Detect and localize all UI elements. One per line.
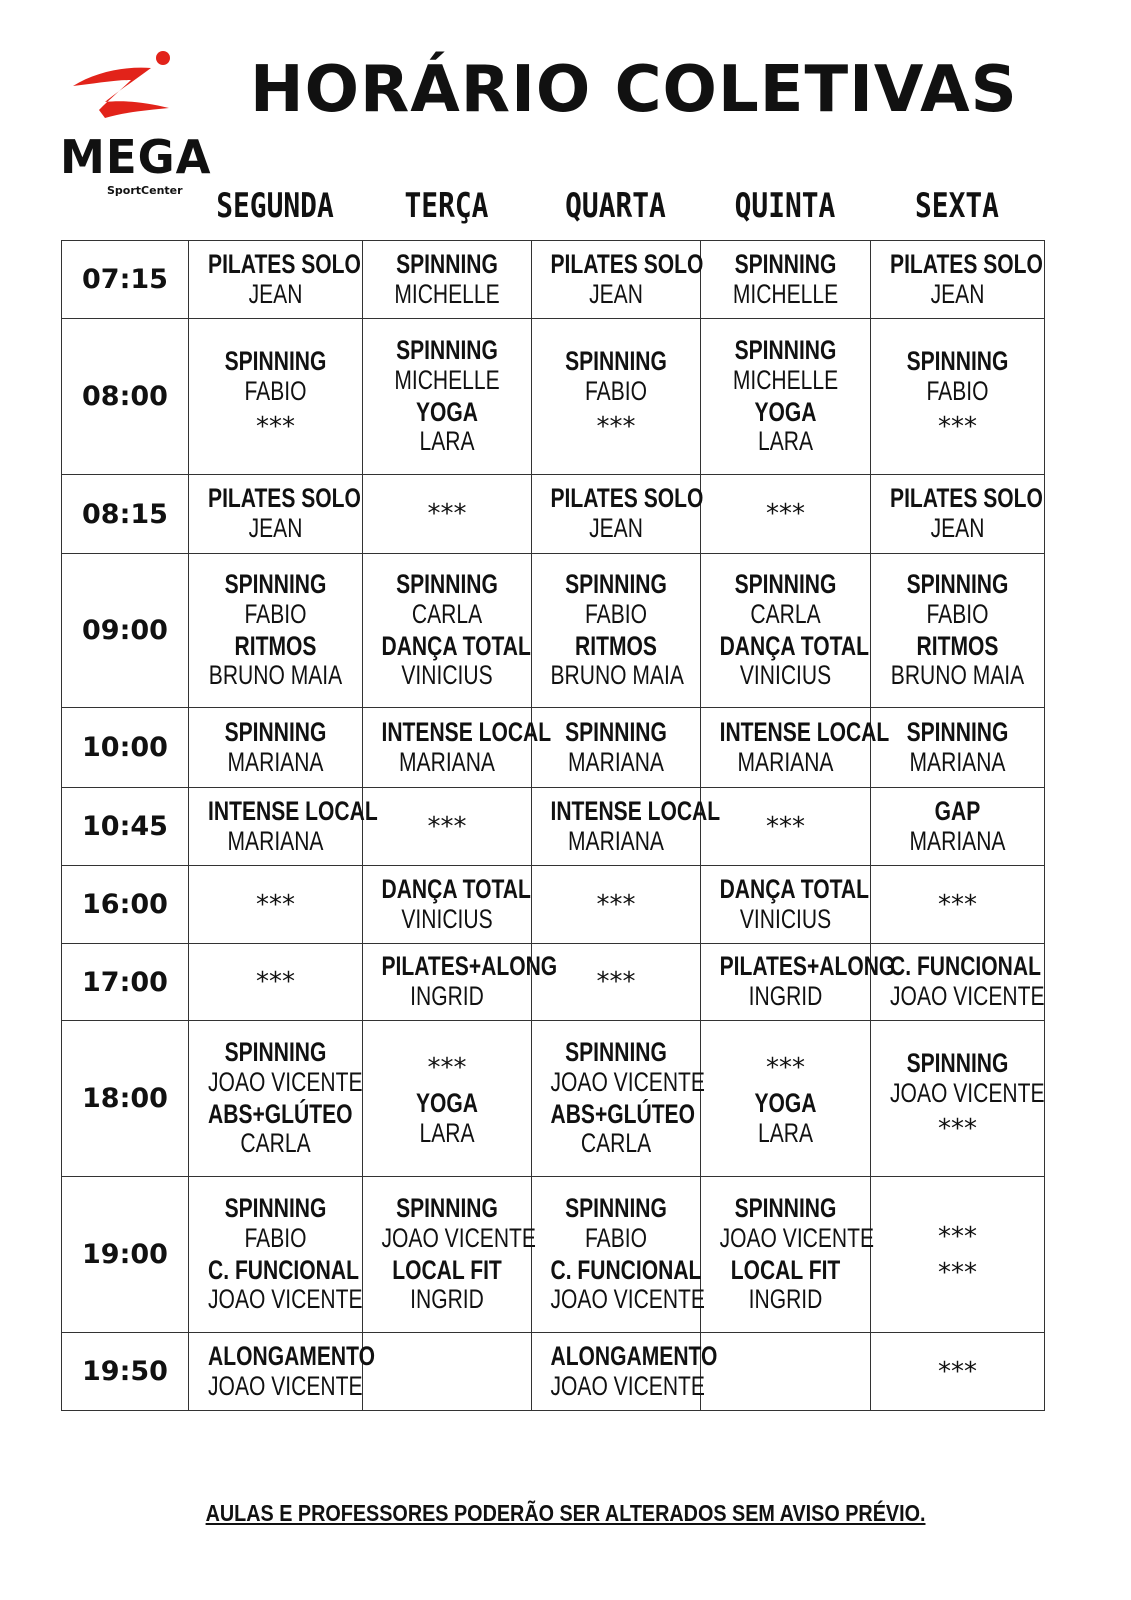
schedule-cell: [363, 319, 532, 475]
class-entry: [871, 1049, 1044, 1108]
class-name: ABS+GLÚTEO: [550, 1098, 695, 1129]
schedule-cell: [532, 319, 701, 475]
schedule-cell: [363, 554, 532, 708]
class-name: SPINNING: [396, 569, 498, 600]
class-name: SPINNING: [224, 1193, 327, 1224]
teacher-name: JEAN: [930, 513, 985, 543]
schedule-cell: [189, 554, 363, 708]
schedule-cell: [532, 788, 721, 866]
teacher-name: JOAO VICENTE: [550, 1284, 705, 1315]
schedule-cell: [871, 866, 1045, 944]
empty-slot: ***: [938, 1221, 977, 1252]
time-slot: 07:15: [62, 241, 189, 319]
time-slot: 10:00: [62, 708, 189, 788]
teacher-name: MARIANA: [227, 746, 324, 777]
teacher-name: FABIO: [584, 1222, 648, 1253]
class-entry: [363, 398, 531, 457]
class-name: SPINNING: [734, 335, 837, 366]
schedule-row: [62, 1021, 1045, 1177]
class-name: SPINNING: [396, 335, 498, 366]
teacher-name: BRUNO MAIA: [208, 660, 343, 691]
class-entry: [189, 570, 362, 629]
class-name: SPINNING: [396, 1193, 498, 1224]
teacher-name: VINICIUS: [739, 903, 832, 934]
class-entry: [701, 1089, 870, 1148]
schedule-cell: [532, 241, 704, 319]
schedule-cell: [871, 475, 1045, 554]
schedule-cell: [871, 319, 1045, 475]
schedule-cell: [363, 1177, 536, 1333]
class-entry: [701, 570, 870, 629]
day-header-quinta: QUINTA: [734, 186, 836, 226]
class-entry: [363, 1193, 536, 1253]
class-entry: [871, 250, 1044, 309]
schedule-cell: [363, 241, 532, 319]
class-entry: [363, 336, 531, 395]
class-entry: [871, 952, 1044, 1011]
class-name: LOCAL FIT: [730, 1254, 841, 1285]
day-header-segunda: SEGUNDA: [216, 186, 334, 226]
class-entry: [532, 1340, 718, 1401]
schedule-row: [62, 1333, 1045, 1411]
class-name: PILATES SOLO: [890, 248, 1043, 279]
empty-slot: ***: [938, 1114, 977, 1145]
schedule-cell: [701, 1333, 871, 1411]
class-name: C. FUNCIONAL: [890, 951, 1041, 982]
teacher-name: VINICIUS: [401, 903, 493, 934]
class-entry: [189, 347, 362, 406]
schedule-cell: [189, 319, 363, 475]
class-entry: [701, 951, 896, 1011]
class-name: SPINNING: [224, 345, 327, 376]
class-entry: [871, 797, 1044, 856]
teacher-name: BRUNO MAIA: [550, 660, 684, 691]
runner-logo-icon: [65, 48, 185, 128]
teacher-name: MARIANA: [909, 746, 1006, 777]
schedule-cell: [701, 788, 871, 866]
class-name: SPINNING: [906, 1047, 1009, 1078]
teacher-name: CARLA: [240, 1128, 311, 1159]
teacher-name: LARA: [419, 426, 475, 457]
class-name: C. FUNCIONAL: [550, 1254, 702, 1285]
teacher-name: MARIANA: [568, 746, 664, 777]
time-slot: 09:00: [62, 554, 189, 708]
teacher-name: JEAN: [248, 278, 303, 309]
class-name: SPINNING: [224, 716, 327, 747]
class-name: INTENSE LOCAL: [550, 795, 721, 826]
class-entry: [363, 875, 531, 934]
teacher-name: MICHELLE: [732, 364, 839, 395]
empty-slot: ***: [256, 967, 295, 997]
time-slot: 08:15: [62, 475, 189, 554]
class-name: ABS+GLÚTEO: [208, 1098, 353, 1129]
teacher-name: VINICIUS: [401, 660, 493, 691]
class-entry: [701, 398, 870, 457]
schedule-cell: [701, 708, 890, 788]
class-name: YOGA: [754, 1087, 817, 1118]
teacher-name: CARLA: [750, 598, 821, 629]
class-entry: [532, 718, 700, 777]
class-entry: [871, 570, 1044, 629]
teacher-name: INGRID: [748, 1284, 823, 1315]
teacher-name: CARLA: [411, 598, 483, 629]
day-header-quarta: QUARTA: [565, 186, 666, 226]
class-name: GAP: [934, 795, 981, 826]
class-name: DANÇA TOTAL: [381, 630, 531, 661]
class-entry: [363, 1089, 531, 1148]
empty-slot: ***: [766, 1052, 805, 1083]
empty-slot: ***: [596, 967, 636, 997]
teacher-name: JOAO VICENTE: [890, 1077, 1045, 1108]
schedule-row: [62, 554, 1045, 708]
class-name: SPINNING: [565, 569, 667, 600]
class-entry: [701, 250, 870, 309]
class-name: SPINNING: [565, 345, 667, 376]
teacher-name: MARIANA: [399, 746, 495, 777]
class-name: PILATES SOLO: [550, 248, 704, 279]
empty-slot: ***: [938, 1257, 977, 1288]
teacher-name: FABIO: [926, 598, 989, 629]
schedule-cell: [363, 788, 532, 866]
empty-slot: ***: [938, 1356, 977, 1387]
teacher-name: JOAO VICENTE: [550, 1066, 705, 1097]
teacher-name: INGRID: [410, 981, 484, 1011]
class-entry: [532, 248, 704, 309]
schedule-cell: [871, 554, 1045, 708]
schedule-cell: [532, 1021, 705, 1177]
class-entry: [189, 718, 362, 777]
teacher-name: MARIANA: [909, 825, 1006, 856]
class-entry: [701, 875, 870, 934]
time-slot: 16:00: [62, 866, 189, 944]
class-name: DANÇA TOTAL: [381, 873, 531, 904]
class-entry: [871, 718, 1044, 777]
class-name: YOGA: [415, 396, 479, 427]
teacher-name: JEAN: [589, 278, 643, 309]
teacher-name: FABIO: [244, 1222, 307, 1253]
class-name: INTENSE LOCAL: [381, 716, 552, 747]
class-entry: [363, 951, 558, 1011]
empty-slot: ***: [427, 1052, 467, 1083]
empty-slot: ***: [427, 811, 467, 842]
teacher-name: MICHELLE: [394, 364, 500, 395]
class-entry: [871, 632, 1044, 691]
class-entry: [871, 347, 1044, 406]
teacher-name: FABIO: [926, 375, 989, 406]
footer-notice: [0, 1500, 1131, 1527]
schedule-cell: [701, 944, 896, 1021]
schedule-cell: [532, 1333, 718, 1411]
time-slot: 19:50: [62, 1333, 189, 1411]
schedule-cell: [871, 1333, 1045, 1411]
brand-logo: [55, 48, 212, 198]
schedule-cell: [532, 1177, 705, 1333]
teacher-name: JOAO VICENTE: [208, 1066, 363, 1097]
class-name: DANÇA TOTAL: [719, 873, 869, 904]
class-name: YOGA: [754, 396, 817, 427]
empty-slot: ***: [596, 412, 636, 443]
brand-name: MEGA: [60, 130, 212, 184]
brand-subtitle: SportCenter: [107, 184, 183, 197]
schedule-cell: [701, 1177, 875, 1333]
class-entry: [532, 795, 721, 856]
teacher-name: LARA: [757, 1117, 814, 1148]
teacher-name: INGRID: [410, 1284, 484, 1315]
class-name: INTENSE LOCAL: [719, 716, 890, 747]
class-name: PILATES SOLO: [208, 483, 361, 514]
schedule-cell: [189, 944, 363, 1021]
class-entry: [189, 1100, 362, 1159]
teacher-name: FABIO: [584, 598, 648, 629]
time-slot: 10:45: [62, 788, 189, 866]
class-name: YOGA: [415, 1087, 479, 1118]
class-name: SPINNING: [224, 569, 327, 600]
teacher-name: JOAO VICENTE: [550, 1370, 705, 1401]
day-header-terca: TERÇA: [404, 186, 489, 226]
teacher-name: INGRID: [748, 981, 823, 1011]
teacher-name: MICHELLE: [394, 278, 500, 309]
schedule-cell: [871, 788, 1045, 866]
schedule-cell: [363, 944, 558, 1021]
class-name: RITMOS: [916, 630, 999, 661]
schedule-row: [62, 1177, 1045, 1333]
schedule-row: [62, 708, 1045, 788]
teacher-name: FABIO: [584, 375, 648, 406]
teacher-name: MICHELLE: [732, 278, 839, 309]
schedule-row: [62, 241, 1045, 319]
class-name: SPINNING: [734, 248, 837, 279]
page-title: HORÁRIO COLETIVAS: [250, 53, 1018, 127]
class-entry: [189, 795, 378, 856]
teacher-name: BRUNO MAIA: [890, 660, 1025, 691]
schedule-cell: [363, 475, 532, 554]
class-entry: [701, 716, 890, 777]
empty-slot: ***: [938, 889, 977, 920]
teacher-name: JEAN: [248, 513, 303, 543]
class-entry: [532, 570, 700, 629]
class-name: PILATES+ALONG: [381, 951, 558, 982]
class-name: SPINNING: [565, 716, 667, 747]
schedule-cell: [701, 1021, 871, 1177]
schedule-cell: [189, 475, 363, 554]
class-name: PILATES SOLO: [208, 248, 361, 279]
class-name: ALONGAMENTO: [208, 1340, 375, 1371]
teacher-name: JEAN: [589, 513, 643, 543]
footer-text: AULAS E PROFESSORES PODERÃO SER ALTERADOS SEM AVISO PRÉVIO.: [205, 1500, 926, 1526]
empty-slot: ***: [766, 499, 805, 529]
class-entry: [701, 1193, 875, 1253]
class-entry: [532, 347, 700, 406]
teacher-name: CARLA: [580, 1128, 652, 1159]
empty-slot: ***: [766, 811, 805, 842]
schedule-cell: [701, 866, 871, 944]
class-entry: [363, 632, 531, 691]
teacher-name: MARIANA: [568, 825, 664, 856]
schedule-cell: [189, 241, 363, 319]
empty-slot: ***: [256, 412, 295, 443]
time-slot: 08:00: [62, 319, 189, 475]
class-name: SPINNING: [565, 1193, 667, 1224]
class-entry: [532, 1254, 705, 1315]
day-headers: [62, 184, 1044, 228]
class-entry: [363, 1256, 531, 1315]
time-slot: 18:00: [62, 1021, 189, 1177]
class-entry: [189, 1340, 375, 1401]
schedule-cell: [363, 708, 552, 788]
schedule-row: [62, 475, 1045, 554]
teacher-name: VINICIUS: [739, 660, 832, 691]
schedule-cell: [189, 708, 363, 788]
teacher-name: LARA: [419, 1117, 475, 1148]
teacher-name: MARIANA: [227, 825, 324, 856]
schedule-cell: [871, 241, 1045, 319]
class-entry: [701, 632, 870, 691]
class-entry: [871, 484, 1044, 543]
class-entry: [189, 1194, 362, 1253]
schedule-cell: [701, 241, 871, 319]
teacher-name: MARIANA: [737, 746, 834, 777]
empty-slot: ***: [938, 412, 977, 443]
class-entry: [363, 250, 531, 309]
class-name: RITMOS: [234, 630, 317, 661]
schedule-cell: [363, 1021, 532, 1177]
class-entry: [189, 484, 362, 543]
empty-slot: ***: [596, 889, 636, 920]
class-name: SPINNING: [906, 716, 1009, 747]
schedule-cell: [189, 866, 363, 944]
schedule-cell: [532, 554, 701, 708]
class-entry: [363, 570, 531, 629]
class-name: SPINNING: [734, 1193, 837, 1224]
schedule-cell: [871, 1177, 1045, 1333]
class-name: SPINNING: [565, 1037, 667, 1068]
class-name: SPINNING: [734, 569, 837, 600]
class-name: SPINNING: [396, 248, 498, 279]
class-entry: [189, 632, 362, 691]
schedule-cell: [701, 475, 871, 554]
empty-slot: ***: [427, 499, 467, 529]
class-entry: [189, 1256, 362, 1315]
class-name: RITMOS: [575, 630, 657, 661]
teacher-name: JOAO VICENTE: [208, 1284, 363, 1315]
class-entry: [189, 1038, 362, 1097]
class-name: SPINNING: [906, 569, 1009, 600]
teacher-name: JOAO VICENTE: [890, 981, 1045, 1011]
schedule-cell: [532, 475, 704, 554]
schedule-row: [62, 319, 1045, 475]
teacher-name: JEAN: [930, 278, 985, 309]
class-entry: [189, 250, 362, 309]
class-name: SPINNING: [906, 345, 1009, 376]
class-entry: [532, 1194, 700, 1253]
teacher-name: JOAO VICENTE: [719, 1222, 875, 1253]
schedule-cell: [532, 866, 701, 944]
class-entry: [532, 632, 700, 691]
day-header-sexta: SEXTA: [915, 186, 999, 226]
schedule-cell: [871, 944, 1045, 1021]
class-name: LOCAL FIT: [392, 1254, 502, 1285]
teacher-name: FABIO: [244, 375, 307, 406]
class-name: INTENSE LOCAL: [208, 795, 378, 826]
schedule-row: [62, 866, 1045, 944]
time-slot: 19:00: [62, 1177, 189, 1333]
schedule-cell: [871, 708, 1045, 788]
schedule-cell: [189, 1333, 375, 1411]
schedule-cell: [363, 1333, 532, 1411]
class-name: PILATES SOLO: [550, 483, 704, 514]
teacher-name: JOAO VICENTE: [208, 1370, 363, 1401]
teacher-name: FABIO: [244, 598, 307, 629]
schedule-cell: [189, 1177, 363, 1333]
class-entry: [363, 716, 552, 777]
class-name: PILATES SOLO: [890, 483, 1043, 514]
schedule-cell: [701, 554, 871, 708]
schedule-table: [61, 240, 1045, 1411]
class-entry: [532, 1037, 705, 1097]
class-entry: [532, 483, 704, 543]
schedule-row: [62, 788, 1045, 866]
time-slot: 17:00: [62, 944, 189, 1021]
class-name: C. FUNCIONAL: [208, 1254, 359, 1285]
class-name: PILATES+ALONG: [719, 951, 896, 982]
schedule-cell: [532, 708, 701, 788]
schedule-cell: [189, 788, 378, 866]
empty-slot: ***: [256, 889, 295, 920]
class-entry: [532, 1100, 700, 1159]
schedule-cell: [189, 1021, 363, 1177]
class-entry: [701, 336, 870, 395]
teacher-name: LARA: [757, 426, 814, 457]
schedule-cell: [363, 866, 532, 944]
schedule-row: [62, 944, 1045, 1021]
schedule-cell: [871, 1021, 1045, 1177]
schedule-cell: [701, 319, 871, 475]
class-name: DANÇA TOTAL: [719, 630, 869, 661]
class-name: ALONGAMENTO: [550, 1340, 718, 1371]
class-name: SPINNING: [224, 1037, 327, 1068]
teacher-name: JOAO VICENTE: [381, 1222, 536, 1253]
class-entry: [701, 1256, 870, 1315]
